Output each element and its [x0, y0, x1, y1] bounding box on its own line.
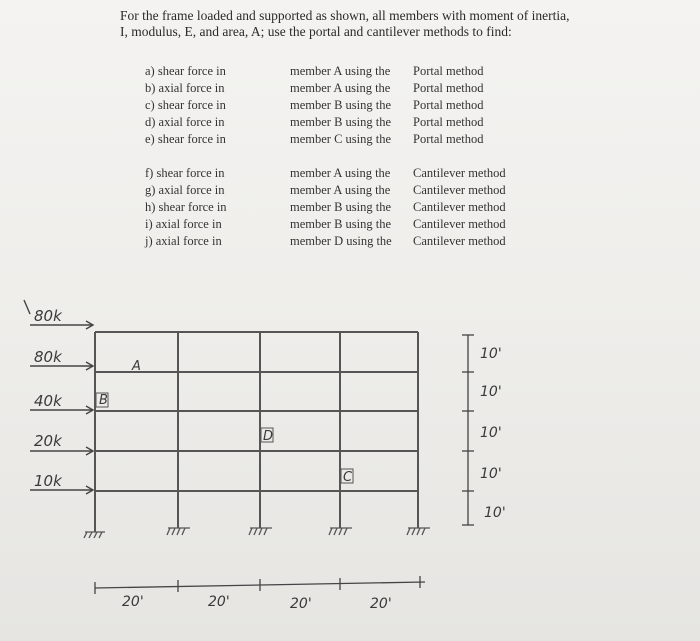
question-member: member B using the [290, 217, 392, 231]
question-member: member A using the [290, 81, 391, 95]
question-item: c) shear force in [145, 98, 226, 112]
question-member: member B using the [290, 98, 392, 112]
question-member: member B using the [290, 200, 392, 214]
story-height-label: 10' [480, 384, 502, 400]
frame-members [95, 332, 418, 532]
question-member: member C using the [290, 132, 392, 146]
question-method: Cantilever method [413, 234, 506, 248]
question-method: Portal method [413, 81, 484, 95]
question-method: Portal method [413, 98, 484, 112]
load-label: 80k [34, 348, 62, 366]
question-item: f) shear force in [145, 166, 225, 180]
question-method: Portal method [413, 115, 484, 129]
question-member: member B using the [290, 115, 392, 129]
question-item: j) axial force in [145, 234, 222, 248]
bay-width-labels [122, 594, 392, 612]
load-label: 80k [34, 307, 62, 325]
question-method: Portal method [413, 132, 484, 146]
question-item: e) shear force in [145, 132, 226, 146]
question-item: d) axial force in [145, 115, 225, 129]
member-label-a: A [132, 359, 141, 374]
question-member: member A using the [290, 183, 391, 197]
problem-line-2: I, modulus, E, and area, A; use the portal and cantilever methods to find: [120, 24, 512, 39]
load-label: 20k [34, 432, 62, 450]
question-member: member A using the [290, 166, 391, 180]
bay-width-label: 20' [208, 594, 230, 610]
load-label: 40k [34, 392, 62, 410]
load-label: 10k [34, 472, 62, 490]
story-height-label: 10' [480, 346, 502, 362]
fixed-supports [84, 528, 430, 538]
height-dimension [462, 335, 474, 525]
bay-width-label: 20' [122, 594, 144, 610]
question-member: member D using the [290, 234, 392, 248]
question-item: g) axial force in [145, 183, 225, 197]
member-label-d: D [263, 429, 274, 444]
question-method: Portal method [413, 64, 484, 78]
question-item: b) axial force in [145, 81, 225, 95]
bay-width-label: 20' [290, 596, 312, 612]
story-height-labels [480, 346, 506, 521]
member-labels [99, 359, 353, 485]
question-method: Cantilever method [413, 183, 506, 197]
question-item: h) shear force in [145, 200, 227, 214]
member-label-c: C [343, 470, 353, 485]
question-item: a) shear force in [145, 64, 226, 78]
question-item: i) axial force in [145, 217, 222, 231]
width-dimension [95, 576, 425, 594]
question-method: Cantilever method [413, 217, 506, 231]
problem-line-1: For the frame loaded and supported as shown, all members with moment of inertia, [120, 8, 570, 23]
question-method: Cantilever method [413, 166, 506, 180]
story-height-label: 10' [480, 466, 502, 482]
story-height-label: 10' [484, 505, 506, 521]
load-labels [34, 307, 63, 490]
story-height-label: 10' [480, 425, 502, 441]
bay-width-label: 20' [370, 596, 392, 612]
member-label-b: B [99, 393, 108, 408]
question-member: member A using the [290, 64, 391, 78]
question-method: Cantilever method [413, 200, 506, 214]
